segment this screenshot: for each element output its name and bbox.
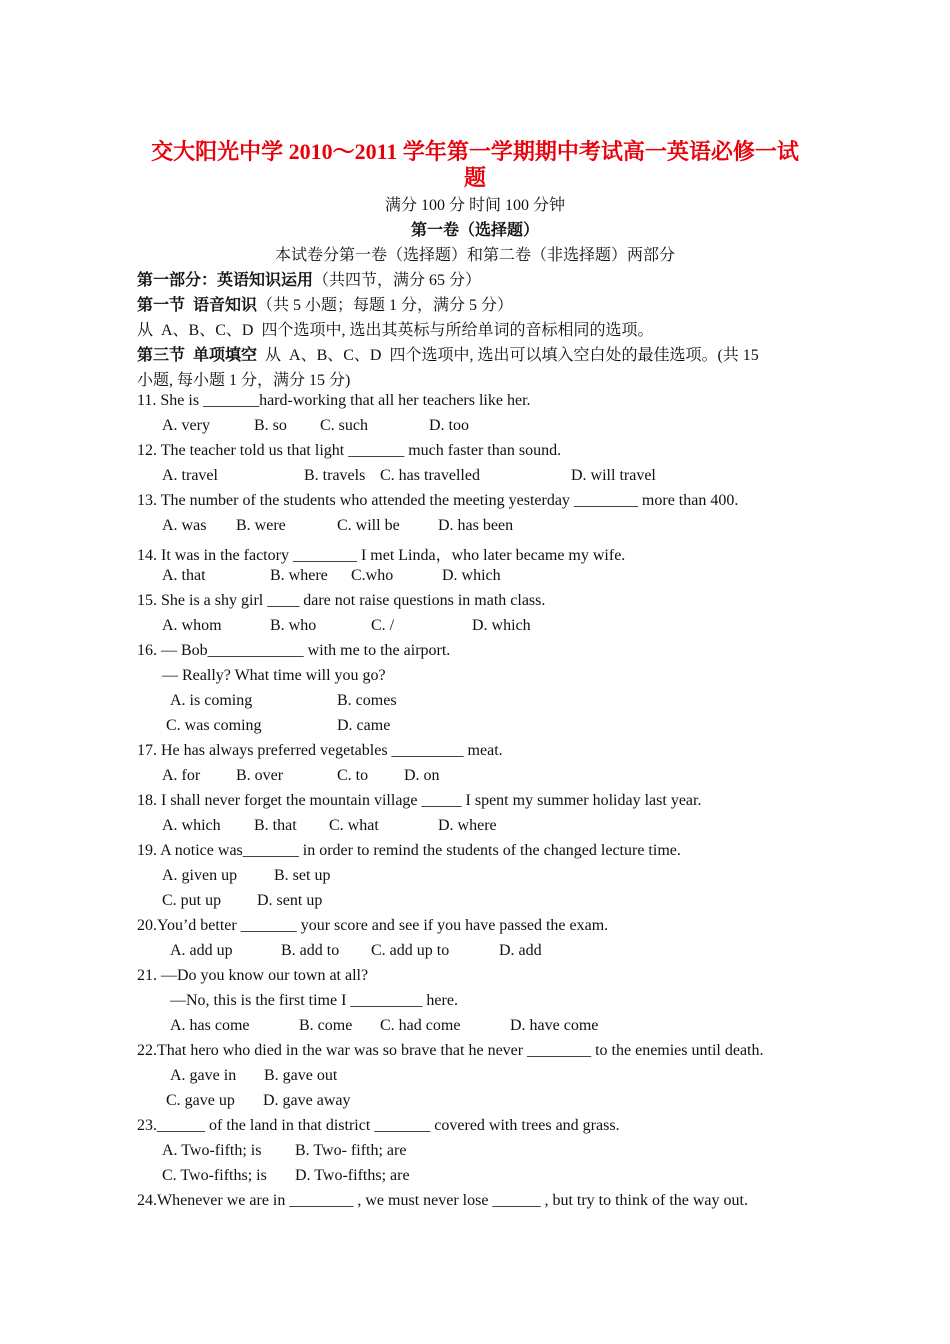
q14-option-a: A. that xyxy=(162,567,206,584)
q18-option-a: A. which xyxy=(162,817,221,834)
q22-option-b: B. gave out xyxy=(264,1067,338,1084)
q21-option-b: B. come xyxy=(299,1017,353,1034)
exam-title xyxy=(120,139,830,191)
q13-option-b: B. were xyxy=(236,517,286,534)
exam-title-line1: 交大阳光中学 2010～2011 学年第一学期期中考试高一英语必修一试 xyxy=(151,139,799,164)
q20-option-d: D. add xyxy=(499,942,542,959)
q17-option-d: D. on xyxy=(404,767,440,784)
q21-option-c: C. had come xyxy=(380,1017,461,1034)
exam-title-line2: 题 xyxy=(463,165,486,190)
q21-option-a: A. has come xyxy=(170,1017,250,1034)
question-11: 11. She is _______hard-working that all her teachers like her. xyxy=(137,392,531,409)
section3-heading xyxy=(137,342,759,365)
q13-option-c: C. will be xyxy=(337,517,400,534)
question-16: 16. — Bob____________ with me to the airport. xyxy=(137,642,451,659)
part1-detail: （共四节，满分 65 分） xyxy=(313,272,482,289)
q16-option-b: B. comes xyxy=(337,692,397,709)
q22-option-a: A. gave in xyxy=(170,1067,237,1084)
question-19: 19. A notice was_______ in order to remind the students of the changed lecture time. xyxy=(137,842,681,859)
section1-detail: （共 5 小题；每题 1 分，满分 5 分） xyxy=(257,297,514,314)
question-24: 24.Whenever we are in ________ , we must never lose ______ , but try to think of the way out. xyxy=(137,1192,748,1209)
q16-option-c: C. was coming xyxy=(166,717,262,734)
q22-option-c: C. gave up xyxy=(166,1092,235,1109)
q23-option-d: D. Two-fifths; are xyxy=(295,1167,410,1184)
q13-option-d: D. has been xyxy=(438,517,514,534)
q16-option-d: D. came xyxy=(337,717,391,734)
q19-option-c: C. put up xyxy=(162,892,222,909)
section1-instructions: 从 A、B、C、D 四个选项中, 选出其英标与所给单词的音标相同的选项。 xyxy=(137,322,654,339)
q19-option-a: A. given up xyxy=(162,867,238,884)
question-13: 13. The number of the students who attended the meeting yesterday ________ more than 400. xyxy=(137,492,739,509)
q12-option-a: A. travel xyxy=(162,467,218,484)
question-21-reply: —No, this is the first time I _________ here. xyxy=(170,992,458,1009)
section3-detail-cont: 小题, 每小题 1 分，满分 15 分) xyxy=(137,372,351,389)
q15-option-c: C. / xyxy=(371,617,395,634)
question-17: 17. He has always preferred vegetables _________ meat. xyxy=(137,742,503,759)
q21-option-d: D. have come xyxy=(510,1017,599,1034)
q18-option-d: D. where xyxy=(438,817,497,834)
exam-meta: 满分 100 分 时间 100 分钟 xyxy=(384,197,565,214)
question-20: 20.You’d better _______ your score and see if you have passed the exam. xyxy=(137,917,609,934)
q11-option-b: B. so xyxy=(254,417,287,434)
section3-detail: 从 A、B、C、D 四个选项中, 选出可以填入空白处的最佳选项。(共 15 xyxy=(257,347,759,364)
q19-option-d: D. sent up xyxy=(257,892,323,909)
q11-option-d: D. too xyxy=(429,417,469,434)
section1-heading xyxy=(137,292,513,315)
part1-title: 第一部分：英语知识运用 xyxy=(137,272,314,289)
q12-option-c: C. has travelled xyxy=(380,467,480,484)
section3-title: 第三节 单项填空 xyxy=(137,347,258,364)
question-16-reply: — Really? What time will you go? xyxy=(162,667,386,684)
q23-option-c: C. Two-fifths; is xyxy=(162,1167,267,1184)
q18-option-b: B. that xyxy=(254,817,297,834)
question-18: 18. I shall never forget the mountain village _____ I spent my summer holiday last year. xyxy=(137,792,702,809)
q14-option-d: D. which xyxy=(442,567,501,584)
q15-option-d: D. which xyxy=(472,617,531,634)
q17-option-b: B. over xyxy=(236,767,284,784)
q11-option-a: A. very xyxy=(162,417,210,434)
q11-option-c: C. such xyxy=(320,417,368,434)
question-23: 23.______ of the land in that district _______ covered with trees and grass. xyxy=(137,1117,620,1134)
q14-option-c: C.who xyxy=(351,567,394,584)
q15-option-a: A. whom xyxy=(162,617,222,634)
question-14: 14. It was in the factory ________ I met Linda，who later became my wife. xyxy=(137,547,626,564)
q14-option-b: B. where xyxy=(270,567,328,584)
question-22: 22.That hero who died in the war was so brave that he never ________ to the enemies until death. xyxy=(137,1042,764,1059)
q23-option-a: A. Two-fifth; is xyxy=(162,1142,262,1159)
q18-option-c: C. what xyxy=(329,817,379,834)
question-21: 21. —Do you know our town at all? xyxy=(137,967,369,984)
q17-option-c: C. to xyxy=(337,767,369,784)
question-12: 12. The teacher told us that light _______ much faster than sound. xyxy=(137,442,562,459)
q12-option-d: D. will travel xyxy=(571,467,656,484)
question-15: 15. She is a shy girl ____ dare not raise questions in math class. xyxy=(137,592,546,609)
q17-option-a: A. for xyxy=(162,767,201,784)
q23-option-b: B. Two- fifth; are xyxy=(295,1142,407,1159)
q13-option-a: A. was xyxy=(162,517,207,534)
q16-option-a: A. is coming xyxy=(170,692,253,709)
q20-option-c: C. add up to xyxy=(371,942,450,959)
q20-option-a: A. add up xyxy=(170,942,233,959)
part1-heading xyxy=(137,267,481,290)
section1-title: 第一节 语音知识 xyxy=(137,297,258,314)
q12-option-b: B. travels xyxy=(304,467,366,484)
exam-intro: 本试卷分第一卷（选择题）和第二卷（非选择题）两部分 xyxy=(274,247,675,264)
q19-option-b: B. set up xyxy=(274,867,331,884)
q15-option-b: B. who xyxy=(270,617,317,634)
volume-heading: 第一卷（选择题） xyxy=(410,222,539,239)
q20-option-b: B. add to xyxy=(281,942,340,959)
q22-option-d: D. gave away xyxy=(263,1092,351,1109)
